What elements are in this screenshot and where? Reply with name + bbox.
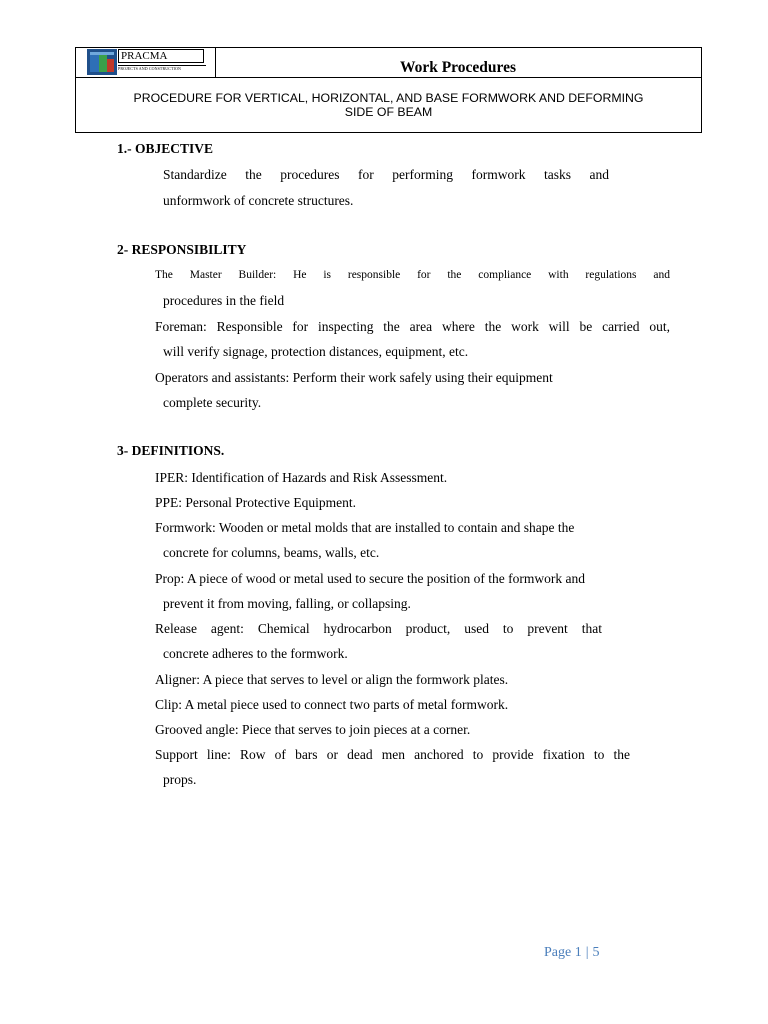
list-item — [142, 742, 630, 792]
list-item-continuation: prevent it from moving, falling, or collapsing. — [163, 596, 411, 612]
objective-line: Standardize the procedures for performing formwork tasks and — [163, 167, 609, 182]
list-item-continuation: concrete adheres to the formwork. — [163, 646, 348, 662]
company-name: PRACMA — [118, 49, 204, 63]
procedure-subtitle: PROCEDURE FOR VERTICAL, HORIZONTAL, AND BASE FORMWORK AND DEFORMING SIDE OF BEAM — [133, 91, 644, 119]
list-item-continuation: complete security. — [163, 395, 262, 411]
list-item-text: Foreman: Responsible for inspecting the area where the work will be carried out, — [155, 319, 670, 334]
list-item — [142, 465, 670, 490]
list-item — [142, 365, 670, 415]
logo-cell — [76, 48, 216, 77]
list-item-text: Operators and assistants: Perform their work safely using their equipment — [155, 370, 553, 385]
responsibility-heading: 2- RESPONSIBILITY — [117, 242, 247, 257]
cube-logo-icon — [87, 49, 117, 75]
list-item — [142, 717, 670, 742]
list-item — [142, 314, 670, 364]
list-item-text: Clip: A metal piece used to connect two parts of metal formwork. — [155, 697, 509, 712]
page-separator: | — [585, 945, 589, 960]
list-item-continuation: props. — [163, 772, 197, 788]
objective-heading: 1.- OBJECTIVE — [117, 141, 214, 156]
list-item — [142, 263, 670, 313]
list-item — [142, 692, 670, 717]
page-label: Page 1 — [544, 945, 582, 960]
list-item-text: IPER: Identification of Hazards and Risk Assessment. — [155, 470, 448, 485]
objective-line: unformwork of concrete structures. — [163, 192, 354, 208]
document-header — [75, 47, 702, 133]
list-item-text: Support line: Row of bars or dead men anchored to provide fixation to the — [155, 747, 630, 762]
objective-paragraph — [163, 162, 609, 213]
list-item — [142, 667, 670, 692]
list-item-continuation: concrete for columns, beams, walls, etc. — [163, 545, 380, 561]
definitions-heading: 3- DEFINITIONS. — [117, 443, 225, 458]
list-item — [142, 616, 602, 666]
list-item-continuation: will verify signage, protection distances, equipment, etc. — [163, 344, 469, 360]
list-item-text: Formwork: Wooden or metal molds that are installed to contain and shape the — [155, 520, 575, 535]
document-title: Work Procedures — [399, 59, 517, 76]
list-item-text: Release agent: Chemical hydrocarbon product, used to prevent that — [155, 621, 602, 636]
list-item — [142, 515, 630, 565]
company-tagline: PROJECTS AND CONSTRUCTION — [118, 65, 206, 71]
list-item-text: The Master Builder: He is responsible for the compliance with regulations and — [155, 269, 670, 281]
header-top-row — [76, 48, 701, 78]
page-total: 5 — [592, 945, 600, 960]
list-item-text: PPE: Personal Protective Equipment. — [155, 495, 356, 510]
page-number — [544, 945, 600, 961]
list-item-text: Aligner: A piece that serves to level or align the formwork plates. — [155, 672, 509, 687]
list-item — [142, 566, 652, 616]
list-item-text: Grooved angle: Piece that serves to join pieces at a corner. — [155, 722, 471, 737]
list-item-continuation: procedures in the field — [163, 293, 285, 309]
list-item — [142, 490, 670, 515]
company-logo — [87, 49, 205, 75]
list-item-text: Prop: A piece of wood or metal used to secure the position of the formwork and — [155, 571, 586, 586]
